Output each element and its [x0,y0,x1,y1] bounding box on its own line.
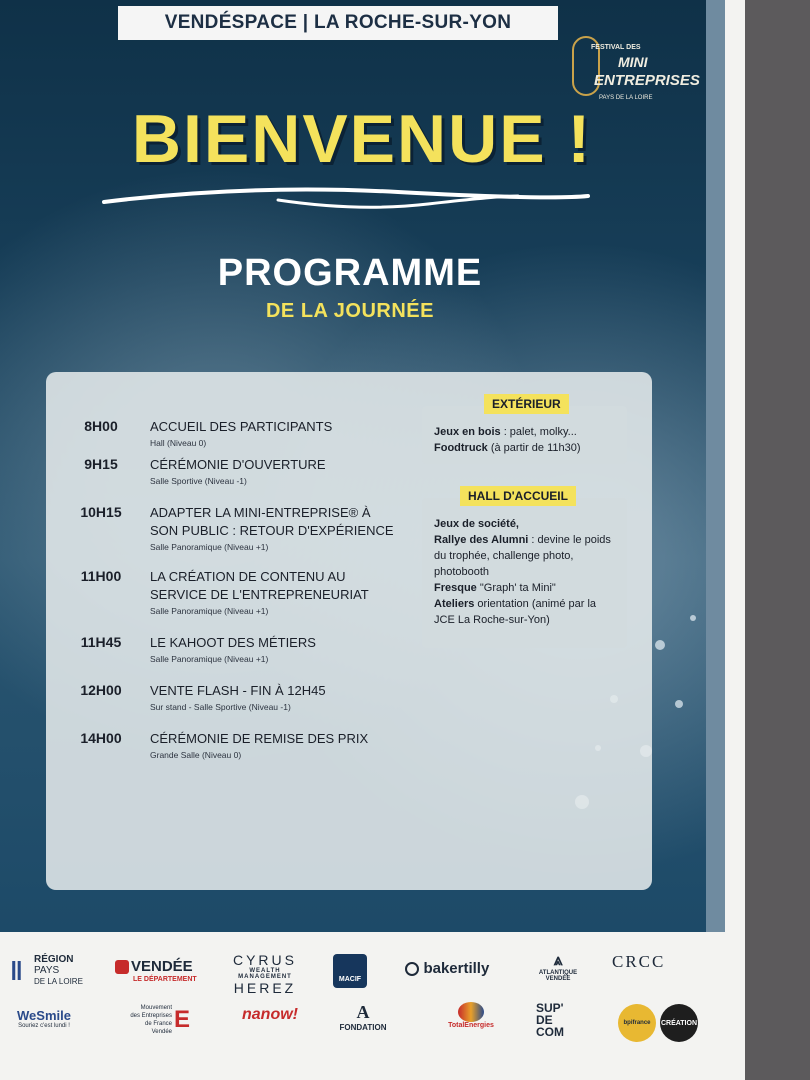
fondation-icon: A [356,1002,370,1022]
cyrus-text: CYRUS [232,952,297,968]
wesmile-text: WeSmile [17,1008,71,1023]
ext-item1-rest: : palet, molky... [500,426,577,438]
logo-mini-text: MINI [618,54,648,70]
bpifrance-logo [618,1004,656,1042]
nanow-logo [240,1006,300,1024]
schedule-event [150,730,450,748]
mef-l1: Mouvement [140,1005,172,1011]
exterieur-box [422,397,627,464]
cyrus-sub: WEALTH MANAGEMENT [238,968,292,980]
total-text: TotalEnergies [448,1022,494,1029]
hall-item2-rest: : devine le poids du trophée, challenge photo, photobooth [434,534,611,578]
schedule-location: Sur stand - Salle Sportive (Niveau -1) [150,702,291,712]
hall-item1-bold: Jeux de société, [434,518,519,530]
program-subtitle: DE LA JOURNÉE [265,300,434,322]
schedule-event [150,682,450,700]
ca-text1: ATLANTIQUE [538,970,578,976]
schedule-time: 9H15 [84,456,118,472]
totalenergies-icon [458,1002,484,1022]
event-line: LE KAHOOT DES MÉTIERS [150,635,316,650]
bakertilly-icon [405,962,419,976]
bokeh-dot [655,640,665,650]
totalenergies-logo [436,1002,506,1029]
schedule-event [150,504,450,540]
bakertilly-text: bakertilly [423,960,490,977]
event-line: ADAPTER LA MINI-ENTREPRISE® À [150,505,371,520]
region-l3: DE LA LOIRE [34,977,83,986]
creation-logo [660,1004,698,1042]
bpifrance-text: bpifrance [623,1020,651,1026]
schedule-time: 11H00 [80,568,122,584]
mef-l4: Vendée [151,1029,172,1035]
swoosh-decoration [98,182,598,232]
schedule-location: Hall (Niveau 0) [150,438,207,448]
wesmile-sub: Souriez c'est lundi ! [18,1023,70,1029]
event-line: ACCUEIL DES PARTICIPANTS [150,419,333,434]
hall-item3-rest: "Graph' ta Mini" [476,582,556,594]
schedule-location: Salle Sportive (Niveau -1) [150,476,247,486]
event-line: LA CRÉATION DE CONTENU AU [150,569,346,584]
festival-logo [566,32,700,108]
crcc-text: CRCC [612,952,666,971]
credit-agricole-logo [528,952,588,982]
ext-item1-bold: Jeux en bois [434,426,501,438]
ext-item2-bold: Foodtruck [434,442,488,454]
event-line: CÉRÉMONIE DE REMISE DES PRIX [150,731,369,746]
event-line: SERVICE DE L'ENTREPRENEURIAT [150,587,369,602]
exterieur-tag: EXTÉRIEUR [484,394,569,414]
schedule-event [150,456,450,474]
exterieur-text [434,424,619,456]
program-title: PROGRAMME [217,252,483,294]
hall-item2-bold: Rallye des Alumni [434,534,529,546]
heart-icon [115,960,129,974]
region-l1: RÉGION [34,954,74,965]
schedule-event [150,418,450,436]
schedule-location: Salle Panoramique (Niveau +1) [150,542,269,552]
logo-region-text: PAYS DE LA LOIRE [599,95,653,101]
logo-festival-text: FESTIVAL DES [591,44,641,51]
hall-box [422,489,627,648]
supdecom-l3: COM [536,1025,564,1039]
hall-item4-bold: Ateliers [434,598,475,610]
creation-text: CRÉATION [660,1019,698,1027]
event-line: SON PUBLIC : RETOUR D'EXPÉRIENCE [150,523,394,538]
event-line: CÉRÉMONIE D'OUVERTURE [150,457,326,472]
event-line: VENTE FLASH [150,683,239,698]
mef-l2: des Entreprises [130,1013,172,1019]
herez-text: HEREZ [233,980,297,996]
logo-entreprises-text: ENTREPRISES [594,72,700,89]
hall-item3-bold: Fresque [434,582,477,594]
welcome-title: BIENVENUE ! [131,101,593,177]
macif-logo [333,954,367,988]
ca-text2: VENDÉE [545,976,571,982]
vendee-text: VENDÉE [131,958,193,975]
mef-e-icon: E [174,1006,191,1033]
ca-icon: ⩓ [553,952,563,969]
supdecom-l1: SUP' [536,1001,564,1015]
ext-item2-rest: (à partir de 11h30) [487,442,581,454]
schedule-event [150,568,450,604]
schedule-location: Grande Salle (Niveau 0) [150,750,242,760]
mef-l3: de France [144,1021,172,1027]
schedule-location: Salle Panoramique (Niveau +1) [150,654,269,664]
bakertilly-logo [405,960,505,978]
hall-text [434,516,619,628]
venue-banner: VENDÉSPACE | LA ROCHE-SUR-YON [118,6,558,40]
schedule-time: 8H00 [84,418,118,434]
crcc-logo [612,952,692,972]
hall-tag: HALL D'ACCUEIL [460,486,576,506]
bokeh-dot [675,700,683,708]
fondation-logo [330,1002,396,1032]
poster-border [706,0,725,932]
wesmile-logo [6,1008,82,1029]
fondation-text: FONDATION [339,1023,387,1032]
schedule-time: 11H45 [80,634,122,650]
sponsors-area: ‖ RÉGION PAYS DE LA LOIRE VENDÉE LE DÉPARTEMENT CYRUS WEALTH MANAGEMENT HEREZ MACIF bakertilly ⩓ ATLANTIQUE VENDÉE CRCC WeSmile Souriez c'est lundi ! Mouvement des Entreprises de France Vendée E nanow! A FONDATION TotalEnergies SUP' DE COM bpifrance CRÉATION [0,940,745,1080]
vendee-sub: LE DÉPARTEMENT [133,976,197,983]
schedule-panel [46,372,652,890]
schedule-time: 12H00 [80,682,122,698]
supdecom-l2: DE [536,1013,553,1027]
schedule-event [150,634,450,652]
event-suffix: - FIN À 12H45 [238,683,326,698]
region-l2: PAYS [34,965,60,976]
schedule-time: 10H15 [80,504,122,520]
bokeh-dot [690,615,696,621]
nanow-text: nanow! [242,1006,298,1023]
hall-item4-rest: orientation (animé par la JCE La Roche-sur-Yon) [434,598,597,626]
schedule-location: Salle Panoramique (Niveau +1) [150,606,269,616]
macif-text: MACIF [338,976,362,983]
supdecom-logo [536,1002,586,1038]
cyrus-logo [225,952,305,996]
schedule-time: 14H00 [80,730,122,746]
